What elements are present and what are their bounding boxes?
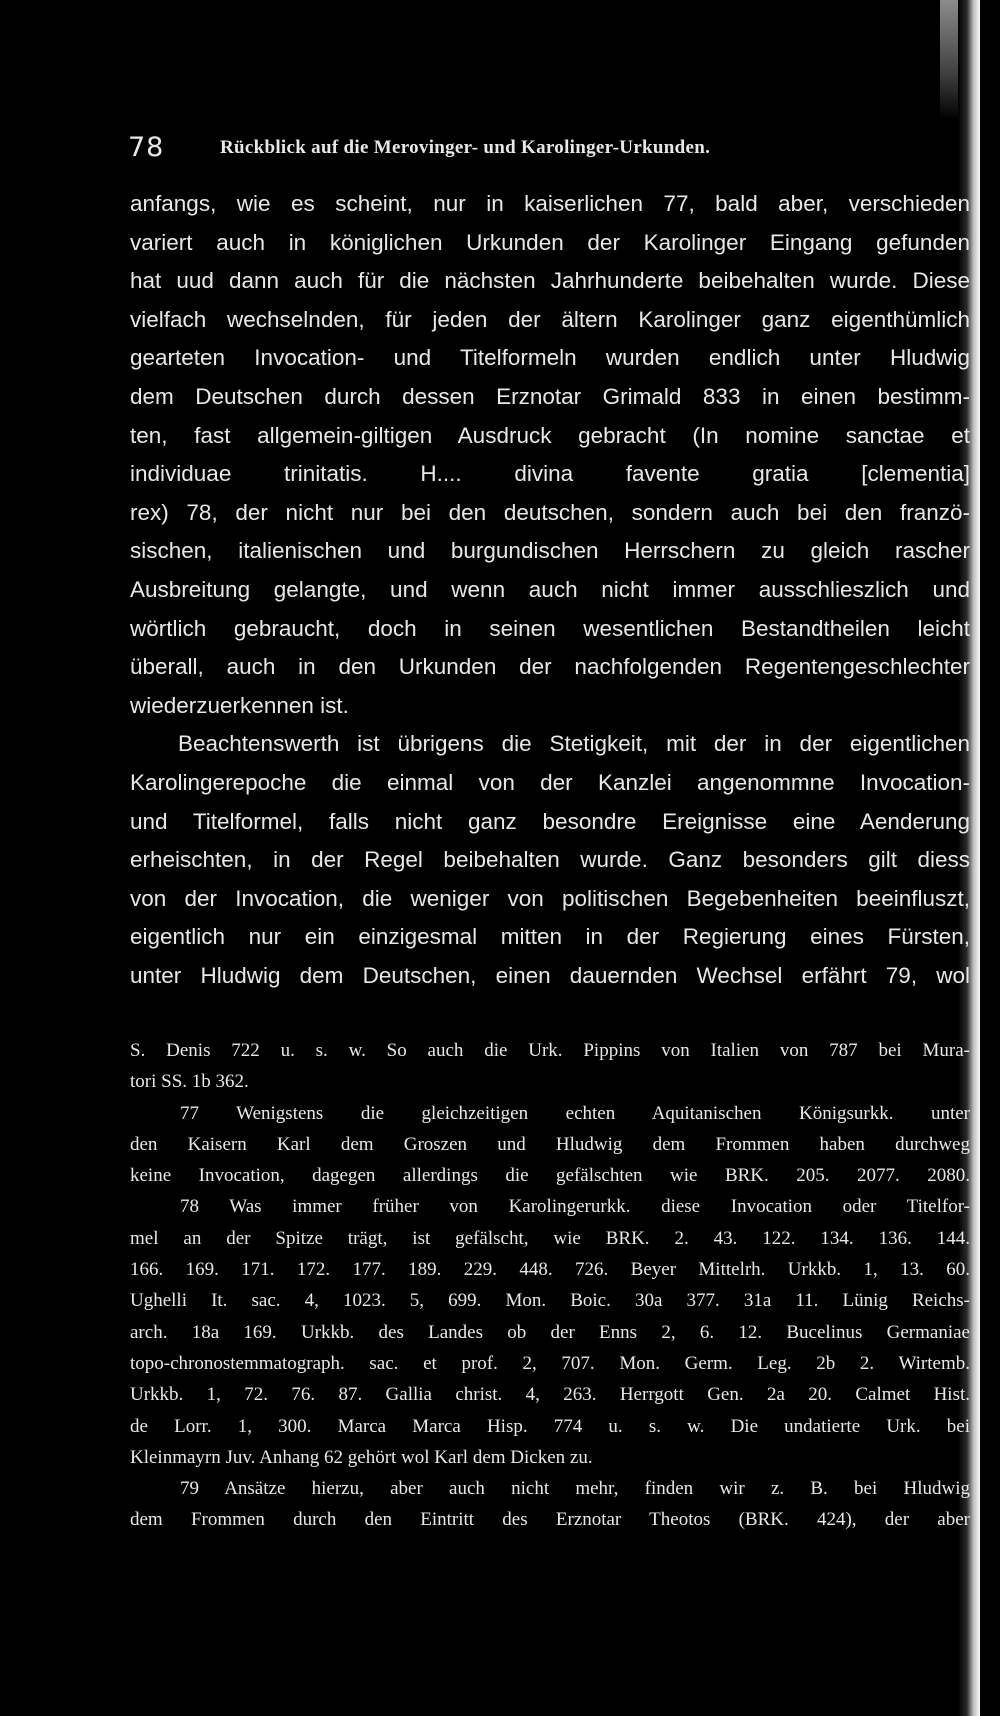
body-line: gearteten Invocation- und Titelformeln wurden endlich unter Hludwig [130, 345, 970, 371]
footnote-line: S. Denis 722 u. s. w. So auch die Urk. Pippins von Italien von 787 bei Mura- [130, 1040, 970, 1061]
footnote-line: 79 Ansätze hierzu, aber auch nicht mehr, finden wir z. B. bei Hludwig [180, 1478, 970, 1500]
footnotes [130, 1035, 970, 1536]
body-line: Ausbreitung gelangte, und wenn auch nicht immer ausschlieszlich und [130, 576, 970, 602]
body-line: individuae trinitatis. H.... divina favente gratia [clementia] [130, 461, 970, 487]
running-head: Rückblick auf die Merovinger- und Karolinger-Urkunden. [220, 137, 711, 158]
body-line: variert auch in königlichen Urkunden der Karolinger Eingang gefunden [130, 229, 970, 255]
body-line: rex) 78, der nicht nur bei den deutschen, sondern auch bei den franzö- [130, 499, 970, 525]
footnote-line: dem Frommen durch den Eintritt des Erznotar Theotos (BRK. 424), der aber [130, 1509, 970, 1531]
body-line: von der Invocation, die weniger von politischen Begebenheiten beeinfluszt, [130, 885, 970, 911]
footnote-line: arch. 18a 169. Urkkb. des Landes ob der Enns 2, 6. 12. Bucelinus Germaniae [130, 1321, 970, 1343]
footnote-line: 166. 169. 171. 172. 177. 189. 229. 448. 726. Beyer Mittelrh. Urkkb. 1, 13. 60. [130, 1259, 970, 1281]
body-line: hat uud dann auch für die nächsten Jahrhunderte beibehalten wurde. Diese [130, 268, 970, 294]
body-line: ten, fast allgemein-giltigen Ausdruck gebracht (In nomine sanctae et [130, 422, 970, 448]
footnote-line: mel an der Spitze trägt, ist gefälscht, wie BRK. 2. 43. 122. 134. 136. 144. [130, 1227, 970, 1249]
body-line: sischen, italienischen und burgundischen Herrschern zu gleich rascher [130, 538, 970, 564]
footnote-line: 78 Was immer früher von Karolingerurkk. diese Invocation oder Titelfor- [180, 1196, 970, 1218]
body-line: wiederzuerkennen ist. [130, 692, 349, 718]
body-line: Beachtenswerth ist übrigens die Stetigkeit, mit der in der eigentlichen [178, 731, 970, 757]
footnote-line: Urkkb. 1, 72. 76. 87. Gallia christ. 4, 263. Herrgott Gen. 2a 20. Calmet Hist. [130, 1384, 970, 1406]
page-header [128, 132, 968, 168]
body-line: überall, auch in den Urkunden der nachfolgenden Regentengeschlechter [130, 654, 970, 680]
body-line: unter Hludwig dem Deutschen, einen dauernden Wechsel erfährt 79, wol [130, 962, 970, 988]
body-line: dem Deutschen durch dessen Erznotar Grimald 833 in einen bestimm- [130, 383, 970, 409]
body-line: und Titelformel, falls nicht ganz besondre Ereignisse eine Aenderung [130, 808, 970, 834]
body-line: vielfach wechselnden, für jeden der ältern Karolinger ganz eigenthümlich [130, 306, 970, 332]
footnote-line: 77 Wenigstens die gleichzeitigen echten Aquitanischen Königsurkk. unter [180, 1102, 970, 1124]
main-text [130, 185, 970, 995]
footnote-line: Kleinmayrn Juv. Anhang 62 gehört wol Karl dem Dicken zu. [130, 1446, 593, 1468]
body-line: anfangs, wie es scheint, nur in kaiserlichen 77, bald aber, verschieden [130, 191, 970, 216]
page-number: 78 [128, 132, 165, 163]
footnote-line: keine Invocation, dagegen allerdings die gefälschten wie BRK. 205. 2077. 2080. [130, 1165, 970, 1187]
footnote-line: den Kaisern Karl dem Groszen und Hludwig dem Frommen haben durchweg [130, 1133, 970, 1155]
footnote-line: tori SS. 1b 362. [130, 1071, 249, 1093]
footnote-line: topo-chronostemmatograph. sac. et prof. 2, 707. Mon. Germ. Leg. 2b 2. Wirtemb. [130, 1352, 970, 1374]
footnote-line: Ughelli It. sac. 4, 1023. 5, 699. Mon. Boic. 30a 377. 31a 11. Lünig Reichs- [130, 1290, 970, 1312]
body-line: Karolingerepoche die einmal von der Kanzlei angenommne Invocation- [130, 769, 970, 795]
footnote-line: de Lorr. 1, 300. Marca Marca Hisp. 774 u. s. w. Die undatierte Urk. bei [130, 1415, 970, 1437]
body-line: wörtlich gebraucht, doch in seinen wesentlichen Bestandtheilen leicht [130, 615, 970, 641]
body-line: eigentlich nur ein einzigesmal mitten in der Regierung eines Fürsten, [130, 924, 970, 950]
body-line: erheischten, in der Regel beibehalten wurde. Ganz besonders gilt diess [130, 847, 970, 873]
